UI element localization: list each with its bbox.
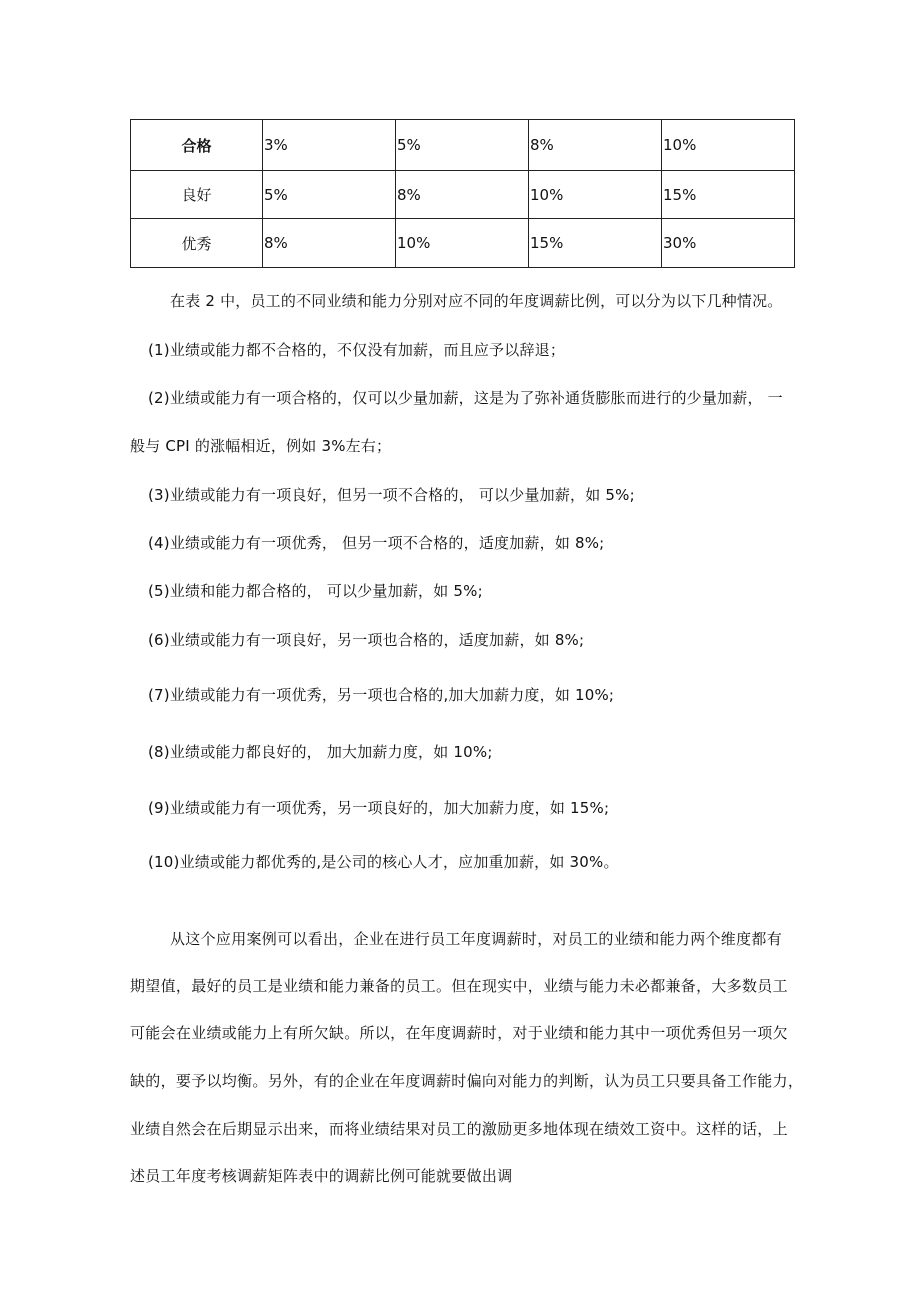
- conclusion-line: 述员工年度考核调薪矩阵表中的调薪比例可能就要做出调: [130, 1167, 513, 1185]
- case-item-8: (8)业绩或能力都良好的， 加大加薪力度，如 10%;: [148, 743, 493, 761]
- table-cell: 5%: [263, 171, 396, 219]
- row-label-excellent: 优秀: [131, 219, 263, 268]
- case-item-9: (9)业绩或能力有一项优秀，另一项良好的，加大加薪力度，如 15%;: [148, 799, 610, 817]
- case-item-2: (2)业绩或能力有一项合格的，仅可以少量加薪，这是为了弥补通货膨胀而进行的少量加薪， 一: [148, 389, 783, 407]
- case-item-6: (6)业绩或能力有一项良好，另一项也合格的，适度加薪，如 8%;: [148, 631, 585, 649]
- table-cell: 8%: [263, 219, 396, 268]
- conclusion-line: 从这个应用案例可以看出，企业在进行员工年度调薪时，对员工的业绩和能力两个维度都有: [170, 930, 783, 948]
- conclusion-line: 可能会在业绩或能力上有所欠缺。所以，在年度调薪时，对于业绩和能力其中一项优秀但另一项欠: [130, 1024, 788, 1042]
- conclusion-line: 业绩自然会在后期显示出来，而将业绩结果对员工的激励更多地体现在绩效工资中。这样的话，上: [130, 1120, 788, 1138]
- table-cell: 10%: [396, 219, 529, 268]
- table-cell: 8%: [529, 120, 662, 171]
- table-cell: 10%: [529, 171, 662, 219]
- conclusion-line: 期望值，最好的员工是业绩和能力兼备的员工。但在现实中，业绩与能力未必都兼备，大多数员工: [130, 977, 788, 995]
- case-item-3: (3)业绩或能力有一项良好，但另一项不合格的， 可以少量加薪，如 5%;: [148, 486, 635, 504]
- table-row: [131, 171, 795, 219]
- table-cell: 8%: [396, 171, 529, 219]
- row-label-good: 良好: [131, 171, 263, 219]
- conclusion-line: 缺的，要予以均衡。另外，有的企业在年度调薪时偏向对能力的判断，认为员工只要具备工作能力，: [130, 1072, 804, 1090]
- table-cell: 15%: [662, 171, 795, 219]
- salary-adjustment-matrix-table: [130, 119, 795, 268]
- case-item-10: (10)业绩或能力都优秀的,是公司的核心人才，应加重加薪，如 30%。: [148, 853, 619, 871]
- case-item-1: (1)业绩或能力都不合格的，不仅没有加薪，而且应予以辞退；: [148, 341, 566, 359]
- case-item-4: (4)业绩或能力有一项优秀， 但另一项不合格的，适度加薪，如 8%;: [148, 534, 605, 552]
- table-row: [131, 120, 795, 171]
- row-label-qualified: 合格: [131, 120, 263, 171]
- table-cell: 10%: [662, 120, 795, 171]
- case-item-7: (7)业绩或能力有一项优秀，另一项也合格的,加大加薪力度，如 10%;: [148, 686, 615, 704]
- intro-paragraph: 在表 2 中，员工的不同业绩和能力分别对应不同的年度调薪比例，可以分为以下几种情况。: [170, 292, 783, 310]
- table-cell: 30%: [662, 219, 795, 268]
- case-item-5: (5)业绩和能力都合格的， 可以少量加薪，如 5%;: [148, 582, 483, 600]
- case-item-2-continued: 般与 CPI 的涨幅相近，例如 3%左右；: [130, 437, 392, 455]
- table-cell: 15%: [529, 219, 662, 268]
- table-cell: 5%: [396, 120, 529, 171]
- table-row: [131, 219, 795, 268]
- table-cell: 3%: [263, 120, 396, 171]
